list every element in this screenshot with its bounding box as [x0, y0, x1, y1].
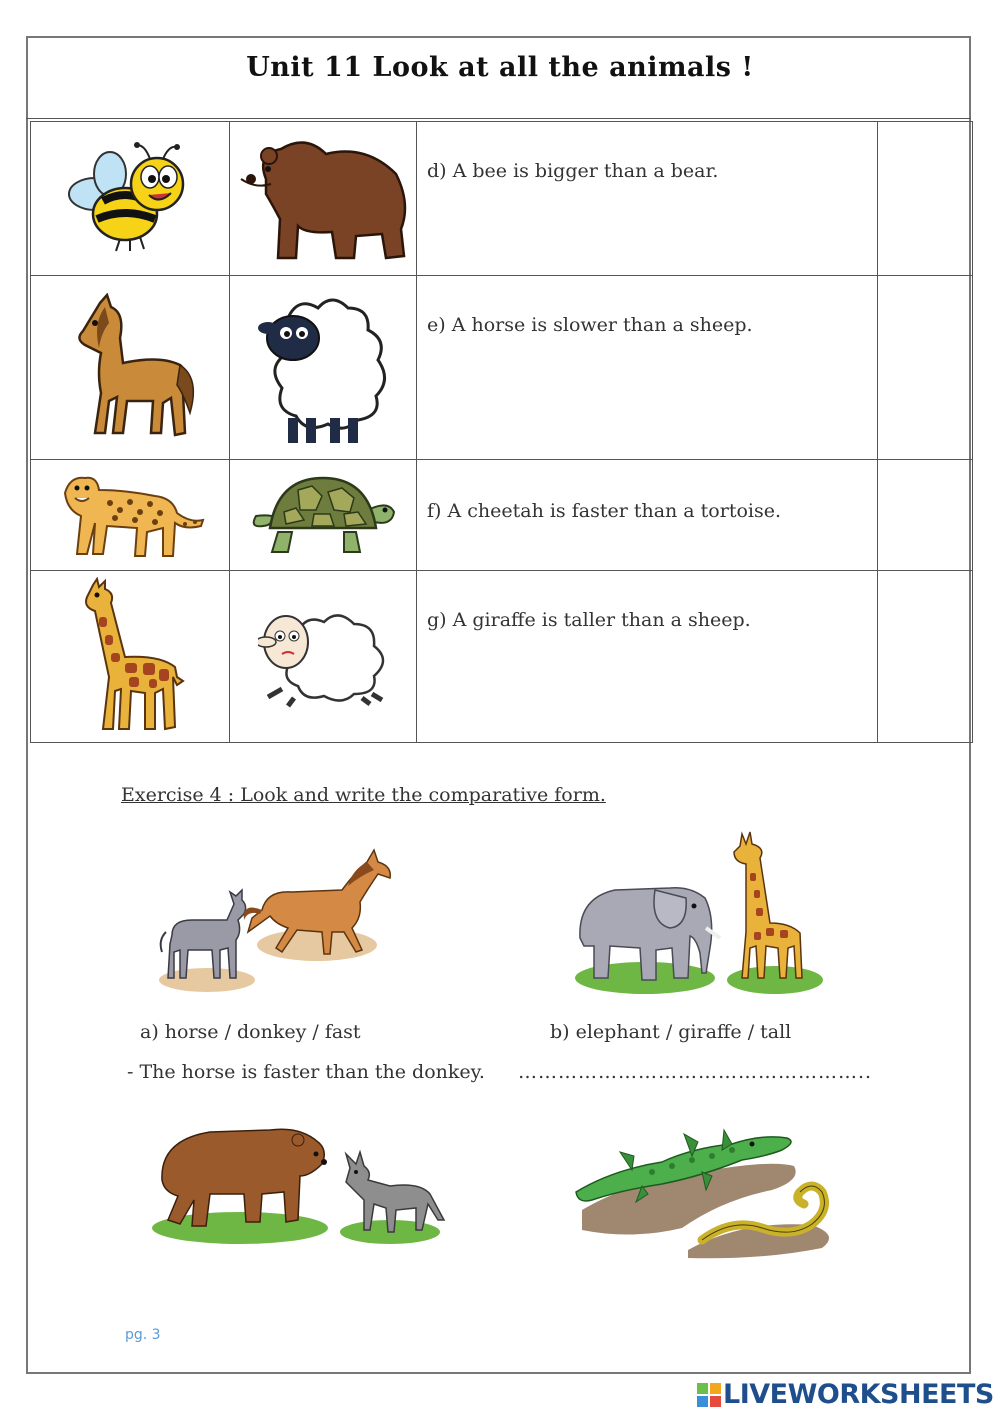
- bear-icon: [162, 1129, 327, 1226]
- giraffe-icon: [734, 832, 802, 978]
- sentence-f: f) A cheetah is faster than a tortoise.: [427, 500, 782, 522]
- item-a-prompt: a) horse / donkey / fast: [140, 1021, 361, 1043]
- sentence-e: e) A horse is slower than a sheep.: [427, 314, 753, 336]
- table-row: [31, 460, 973, 571]
- sheep-icon: [258, 288, 388, 448]
- donkey-icon: [161, 890, 246, 978]
- tortoise-icon: [248, 470, 398, 560]
- liveworksheets-logo: [697, 1379, 994, 1410]
- lamb-icon: [258, 602, 388, 712]
- sentence-g: g) A giraffe is taller than a sheep.: [427, 609, 751, 631]
- elephant-icon: [580, 888, 720, 980]
- donkey-horse-scene: [152, 840, 402, 1000]
- bear-icon: [236, 134, 411, 264]
- table-row: [31, 276, 973, 460]
- bee-icon: [65, 139, 195, 259]
- answer-box-f[interactable]: [878, 460, 972, 570]
- wolf-icon: [346, 1152, 444, 1232]
- title-divider: [26, 118, 971, 119]
- answer-line-b[interactable]: ……………………………………………..: [518, 1061, 873, 1083]
- crocodile-snake-scene: [572, 1100, 842, 1265]
- item-b-prompt: b) elephant / giraffe / tall: [550, 1021, 792, 1043]
- elephant-giraffe-scene: [570, 828, 830, 1003]
- example-answer: - The horse is faster than the donkey.: [127, 1061, 485, 1083]
- page-title: Unit 11 Look at all the animals !: [246, 52, 754, 83]
- horse-icon: [65, 293, 195, 443]
- exercise-title: Exercise 4 : Look and write the comparative form.: [121, 784, 606, 806]
- brand-name: LIVEWORKSHEETS: [723, 1379, 994, 1410]
- table-row: [31, 122, 973, 276]
- bear-wolf-scene: [150, 1120, 450, 1255]
- page-number: pg. 3: [125, 1327, 161, 1343]
- table-row: [31, 571, 973, 743]
- logo-grid-icon: [697, 1383, 721, 1407]
- giraffe-icon: [65, 577, 195, 737]
- animal-comparison-table: [30, 121, 973, 743]
- cheetah-icon: [55, 468, 205, 563]
- sentence-d: d) A bee is bigger than a bear.: [427, 160, 719, 182]
- answer-box-e[interactable]: [878, 276, 972, 459]
- answer-box-d[interactable]: [878, 122, 972, 275]
- answer-box-g[interactable]: [878, 571, 972, 742]
